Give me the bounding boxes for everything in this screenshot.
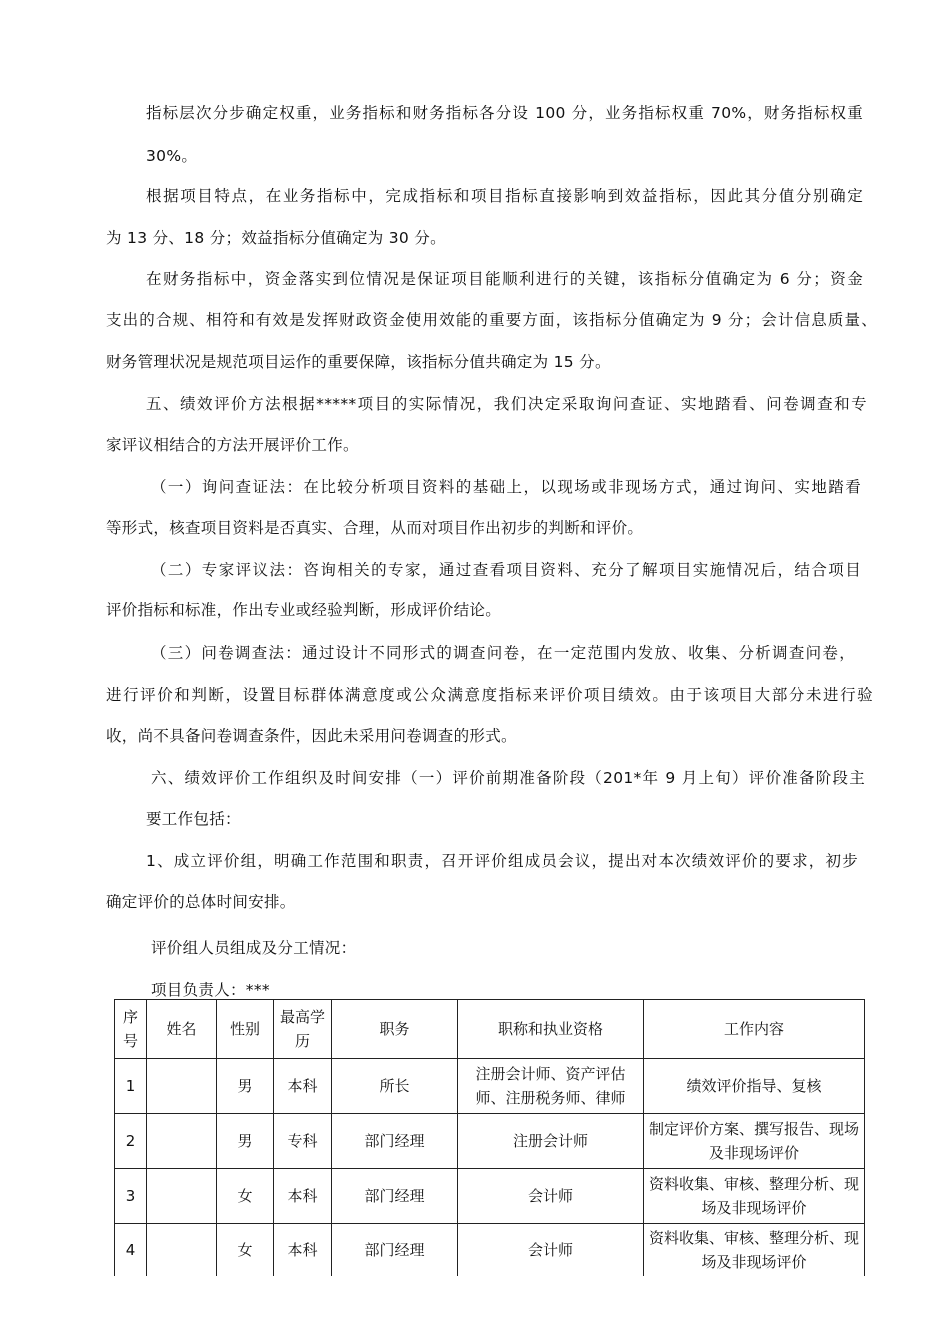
header-cell: 性别 [217,1000,274,1059]
paragraph-line: 评价指标和标准，作出专业或经验判断，形成评价结论。 [106,601,502,619]
table-cell: 女 [217,1224,274,1277]
paragraph-line: 进行评价和判断，设置目标群体满意度或公众满意度指标来评价项目绩效。由于该项目大部分未进行验 [106,686,873,704]
paragraph-line: （三）问卷调查法：通过设计不同形式的调查问卷，在一定范围内发放、收集、分析调查问卷， [151,644,855,662]
table-cell: 男 [217,1059,274,1114]
table-cell: 注册会计师、资产评估师、注册税务师、律师 [458,1059,644,1114]
header-cell: 职务 [332,1000,458,1059]
table-cell: 所长 [332,1059,458,1114]
paragraph-line: 指标层次分步确定权重，业务指标和财务指标各分设 100 分，业务指标权重 70%，财务指标权重 [146,104,863,122]
table-cell: 本科 [274,1059,332,1114]
header-cell: 工作内容 [644,1000,865,1059]
table-cell: 4 [115,1224,147,1277]
paragraph-line: （一）询问查证法：在比较分析项目资料的基础上，以现场或非现场方式，通过询问、实地踏看 [151,478,861,496]
table-cell: 本科 [274,1224,332,1277]
table-cell: 男 [217,1114,274,1169]
paragraph-line: 确定评价的总体时间安排。 [106,893,296,911]
paragraph-line: 根据项目特点，在业务指标中，完成指标和项目指标直接影响到效益指标，因此其分值分别确定 [146,187,863,205]
header-cell: 姓名 [147,1000,217,1059]
table-cell [147,1169,217,1224]
table-row [115,1059,865,1114]
paragraph-line: （二）专家评议法：咨询相关的专家，通过查看项目资料、充分了解项目实施情况后，结合项目 [151,561,861,579]
staff-table [114,999,865,1276]
table-cell: 资料收集、审核、整理分析、现场及非现场评价 [644,1169,865,1224]
table-cell: 部门经理 [332,1114,458,1169]
table-cell: 部门经理 [332,1169,458,1224]
table-cell: 1 [115,1059,147,1114]
header-cell: 序号 [115,1000,147,1059]
paragraph-line: 评价组人员组成及分工情况： [151,939,357,957]
paragraph-line: 在财务指标中，资金落实到位情况是保证项目能顺利进行的关键，该指标分值确定为 6 分；资金 [146,270,863,288]
paragraph-line: 收，尚不具备问卷调查条件，因此未采用问卷调查的形式。 [106,727,517,745]
paragraph-line: 六、绩效评价工作组织及时间安排（一）评价前期准备阶段（201*年 9 月上旬）评价准备阶段主 [151,769,865,787]
table-cell: 本科 [274,1169,332,1224]
paragraph-line: 为 13 分、18 分；效益指标分值确定为 30 分。 [106,229,446,247]
table-cell: 资料收集、审核、整理分析、现场及非现场评价 [644,1224,865,1277]
table-cell: 注册会计师 [458,1114,644,1169]
table-cell [147,1224,217,1277]
table-cell: 部门经理 [332,1224,458,1277]
paragraph-line: 支出的合规、相符和有效是发挥财政资金使用效能的重要方面，该指标分值确定为 9 分；会计信息质量、 [106,311,877,329]
table-cell: 制定评价方案、撰写报告、现场及非现场评价 [644,1114,865,1169]
table-cell: 专科 [274,1114,332,1169]
table-row [115,1114,865,1169]
paragraph-line: 等形式，核查项目资料是否真实、合理，从而对项目作出初步的判断和评价。 [106,519,644,537]
paragraph-line: 财务管理状况是规范项目运作的重要保障，该指标分值共确定为 15 分。 [106,353,611,371]
paragraph-line: 30%。 [146,147,198,165]
table-cell [147,1114,217,1169]
table-row [115,1224,865,1277]
paragraph-line: 五、绩效评价方法根据*****项目的实际情况，我们决定采取询问查证、实地踏看、问卷调查和专 [146,395,867,413]
table-cell [147,1059,217,1114]
paragraph-line: 1、成立评价组，明确工作范围和职责，召开评价组成员会议，提出对本次绩效评价的要求，初步 [146,852,858,870]
paragraph-line: 要工作包括： [146,810,241,828]
table-row [115,1169,865,1224]
header-cell: 最高学历 [274,1000,332,1059]
table-cell: 会计师 [458,1169,644,1224]
table-header-row [115,1000,865,1059]
paragraph-line: 项目负责人：*** [151,981,270,999]
paragraph-line: 家评议相结合的方法开展评价工作。 [106,436,359,454]
header-cell: 职称和执业资格 [458,1000,644,1059]
table-cell: 绩效评价指导、复核 [644,1059,865,1114]
table-cell: 会计师 [458,1224,644,1277]
table-cell: 女 [217,1169,274,1224]
table-cell: 2 [115,1114,147,1169]
table-cell: 3 [115,1169,147,1224]
